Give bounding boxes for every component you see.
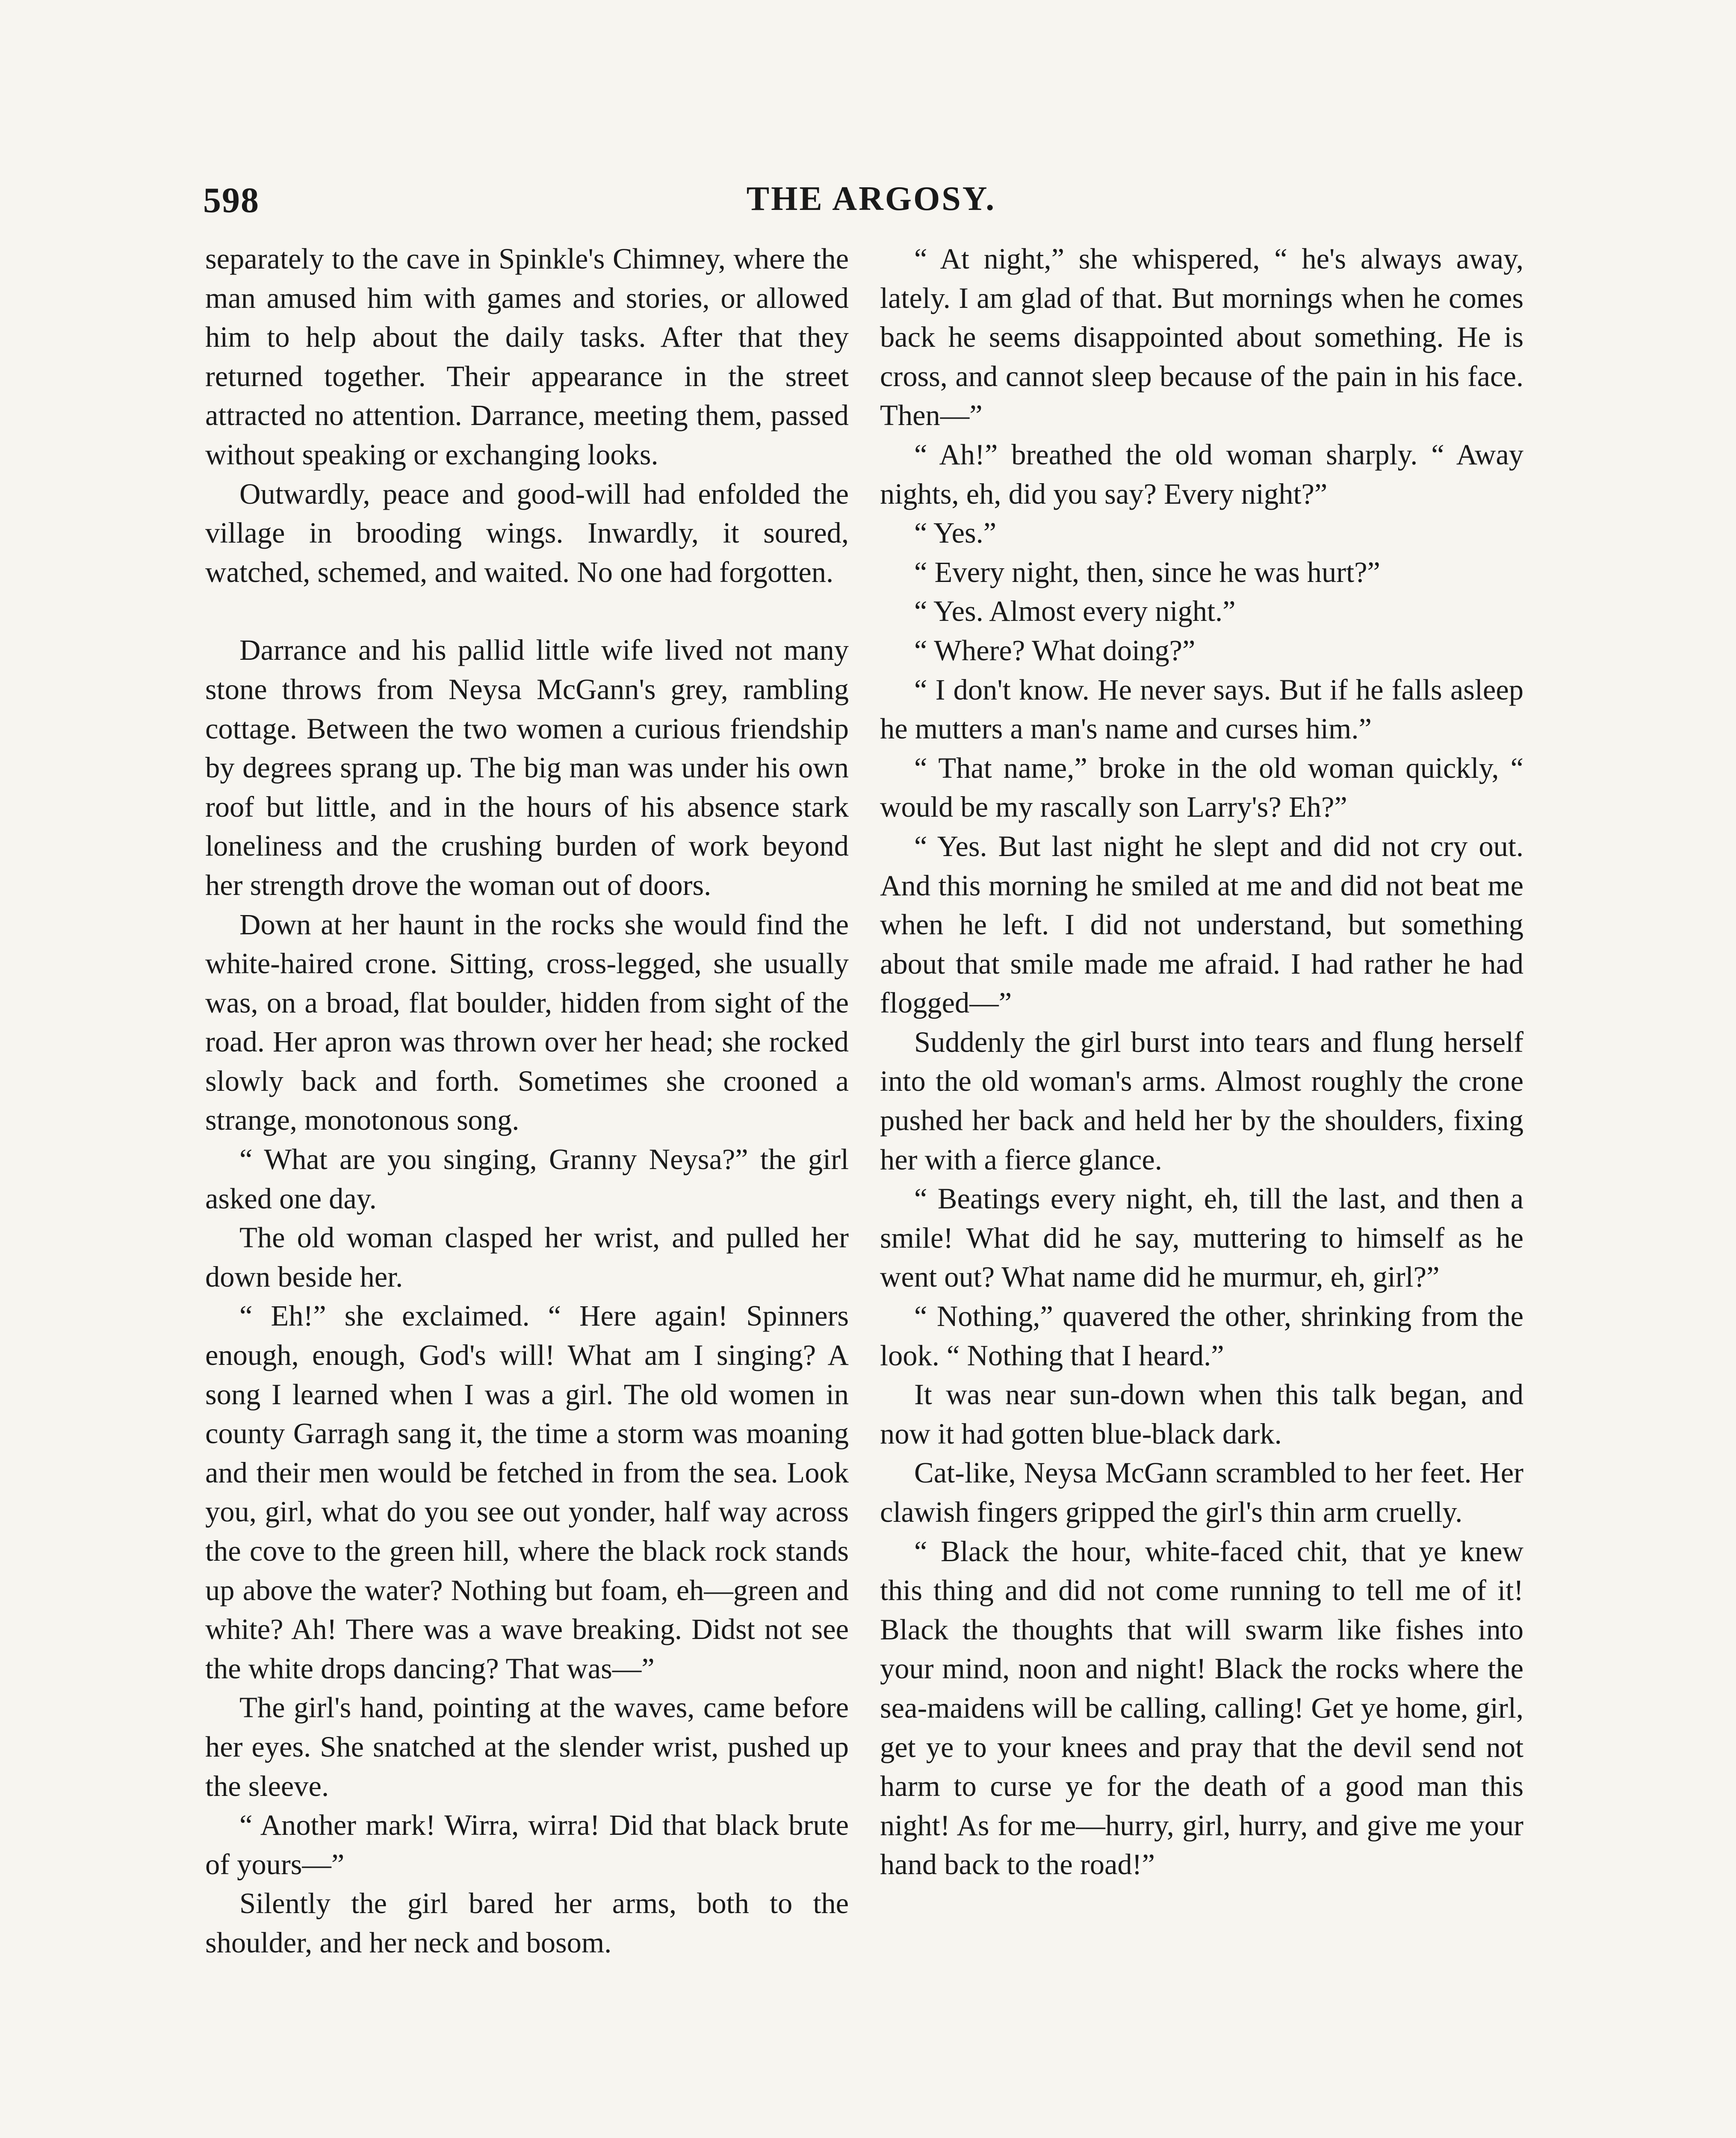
paragraph: separately to the cave in Spinkle's Chimney, where the man amused him with games and stories, or allowed him to help about the daily tasks. After that they returned together. Their appearance in the street attracted no attention. Darrance, meeting them, passed without speaking or exchanging looks. <box>205 242 849 471</box>
paragraph: Suddenly the girl burst into tears and flung herself into the old woman's arms. Almost roughly the crone pushed her back and held her by the shoulders, fixing her with a fierce glance. <box>880 1025 1523 1176</box>
paragraph: “ Eh!” she exclaimed. “ Here again! Spinners enough, enough, God's will! What am I singing? A song I learned when I was a girl. The old women in county Garragh sang it, the time a storm was moaning and their men would be fetched in from the sea. Look you, girl, what do you see out yonder, half way across the cove to the green hill, where the black rock stands up above the water? Nothing but foam, eh—green and white? Ah! There was a wave breaking. Didst not see the white drops dancing? That was—” <box>205 1299 849 1685</box>
running-title: THE ARGOSY. <box>746 180 996 218</box>
paragraph: “ Ah!” breathed the old woman sharply. “ Away nights, eh, did you say? Every night?” <box>880 438 1523 510</box>
paragraph: “ Where? What doing?” <box>914 634 1196 667</box>
paragraph: “ Another mark! Wirra, wirra! Did that black brute of yours—” <box>205 1809 849 1881</box>
paragraph: “ Yes. Almost every night.” <box>914 595 1236 628</box>
paragraph: “ That name,” broke in the old woman quickly, “ would be my rascally son Larry's? Eh?” <box>880 751 1523 824</box>
paragraph: “ At night,” she whispered, “ he's always away, lately. I am glad of that. But mornings when he comes back he seems disappointed about something. He is cross, and cannot sleep because of the pain in his face. Then—” <box>880 242 1523 432</box>
paragraph: Silently the girl bared her arms, both to the shoulder, and her neck and bosom. <box>205 1887 849 1959</box>
paragraph: “ Every night, then, since he was hurt?” <box>914 555 1380 588</box>
page-number: 598 <box>203 180 260 220</box>
page-header <box>203 180 1539 227</box>
right-text-column <box>880 239 1523 1884</box>
paragraph: “ Yes.” <box>914 517 997 549</box>
paragraph: Darrance and his pallid little wife lived not many stone throws from Neysa McGann's grey, rambling cottage. Between the two women a curious friendship by degrees sprang up. The big man was under his own roof but little, and in the hours of his absence stark loneliness and the crushing burden of work beyond her strength drove the woman out of doors. <box>205 634 849 901</box>
paragraph: The girl's hand, pointing at the waves, came before her eyes. She snatched at the slender wrist, pushed up the sleeve. <box>205 1691 849 1802</box>
paragraph: “ Nothing,” quavered the other, shrinking from the look. “ Nothing that I heard.” <box>880 1300 1523 1372</box>
paragraph: “ Beatings every night, eh, till the last, and then a smile! What did he say, muttering to himself as he went out? What name did he murmur, eh, girl?” <box>880 1182 1523 1293</box>
paragraph: Cat-like, Neysa McGann scrambled to her feet. Her clawish fingers gripped the girl's thin arm cruelly. <box>880 1456 1523 1528</box>
paragraph: The old woman clasped her wrist, and pulled her down beside her. <box>205 1221 849 1293</box>
paragraph: “ I don't know. He never says. But if he falls asleep he mutters a man's name and curses him.” <box>880 673 1523 745</box>
paragraph: “ What are you singing, Granny Neysa?” the girl asked one day. <box>205 1143 849 1215</box>
left-text-column <box>205 239 849 1963</box>
paragraph: “ Black the hour, white-faced chit, that ye knew this thing and did not come running to tell me of it! Black the thoughts that will swarm like fishes into your mind, noon and night! Black the rocks where the sea-maidens will be calling, calling! Get ye home, girl, get ye to your knees and pray that the devil send not harm to curse ye for the death of a good man this night! As for me—hurry, girl, hurry, and give me your hand back to the road!” <box>880 1535 1523 1881</box>
paragraph: “ Yes. But last night he slept and did not cry out. And this morning he smiled at me and did not beat me when he left. I did not understand, but something about that smile made me afraid. I had rather he had flogged—” <box>880 830 1523 1019</box>
paragraph: Down at her haunt in the rocks she would find the white-haired crone. Sitting, cross-legged, she usually was, on a broad, flat boulder, hidden from sight of the road. Her apron was thrown over her head; she rocked slowly back and forth. Sometimes she crooned a strange, monotonous song. <box>205 908 849 1137</box>
paragraph: It was near sun-down when this talk began, and now it had gotten blue-black dark. <box>880 1378 1523 1450</box>
paragraph: Outwardly, peace and good-will had enfolded the village in brooding wings. Inwardly, it soured, watched, schemed, and waited. No one had forgotten. <box>205 477 849 588</box>
